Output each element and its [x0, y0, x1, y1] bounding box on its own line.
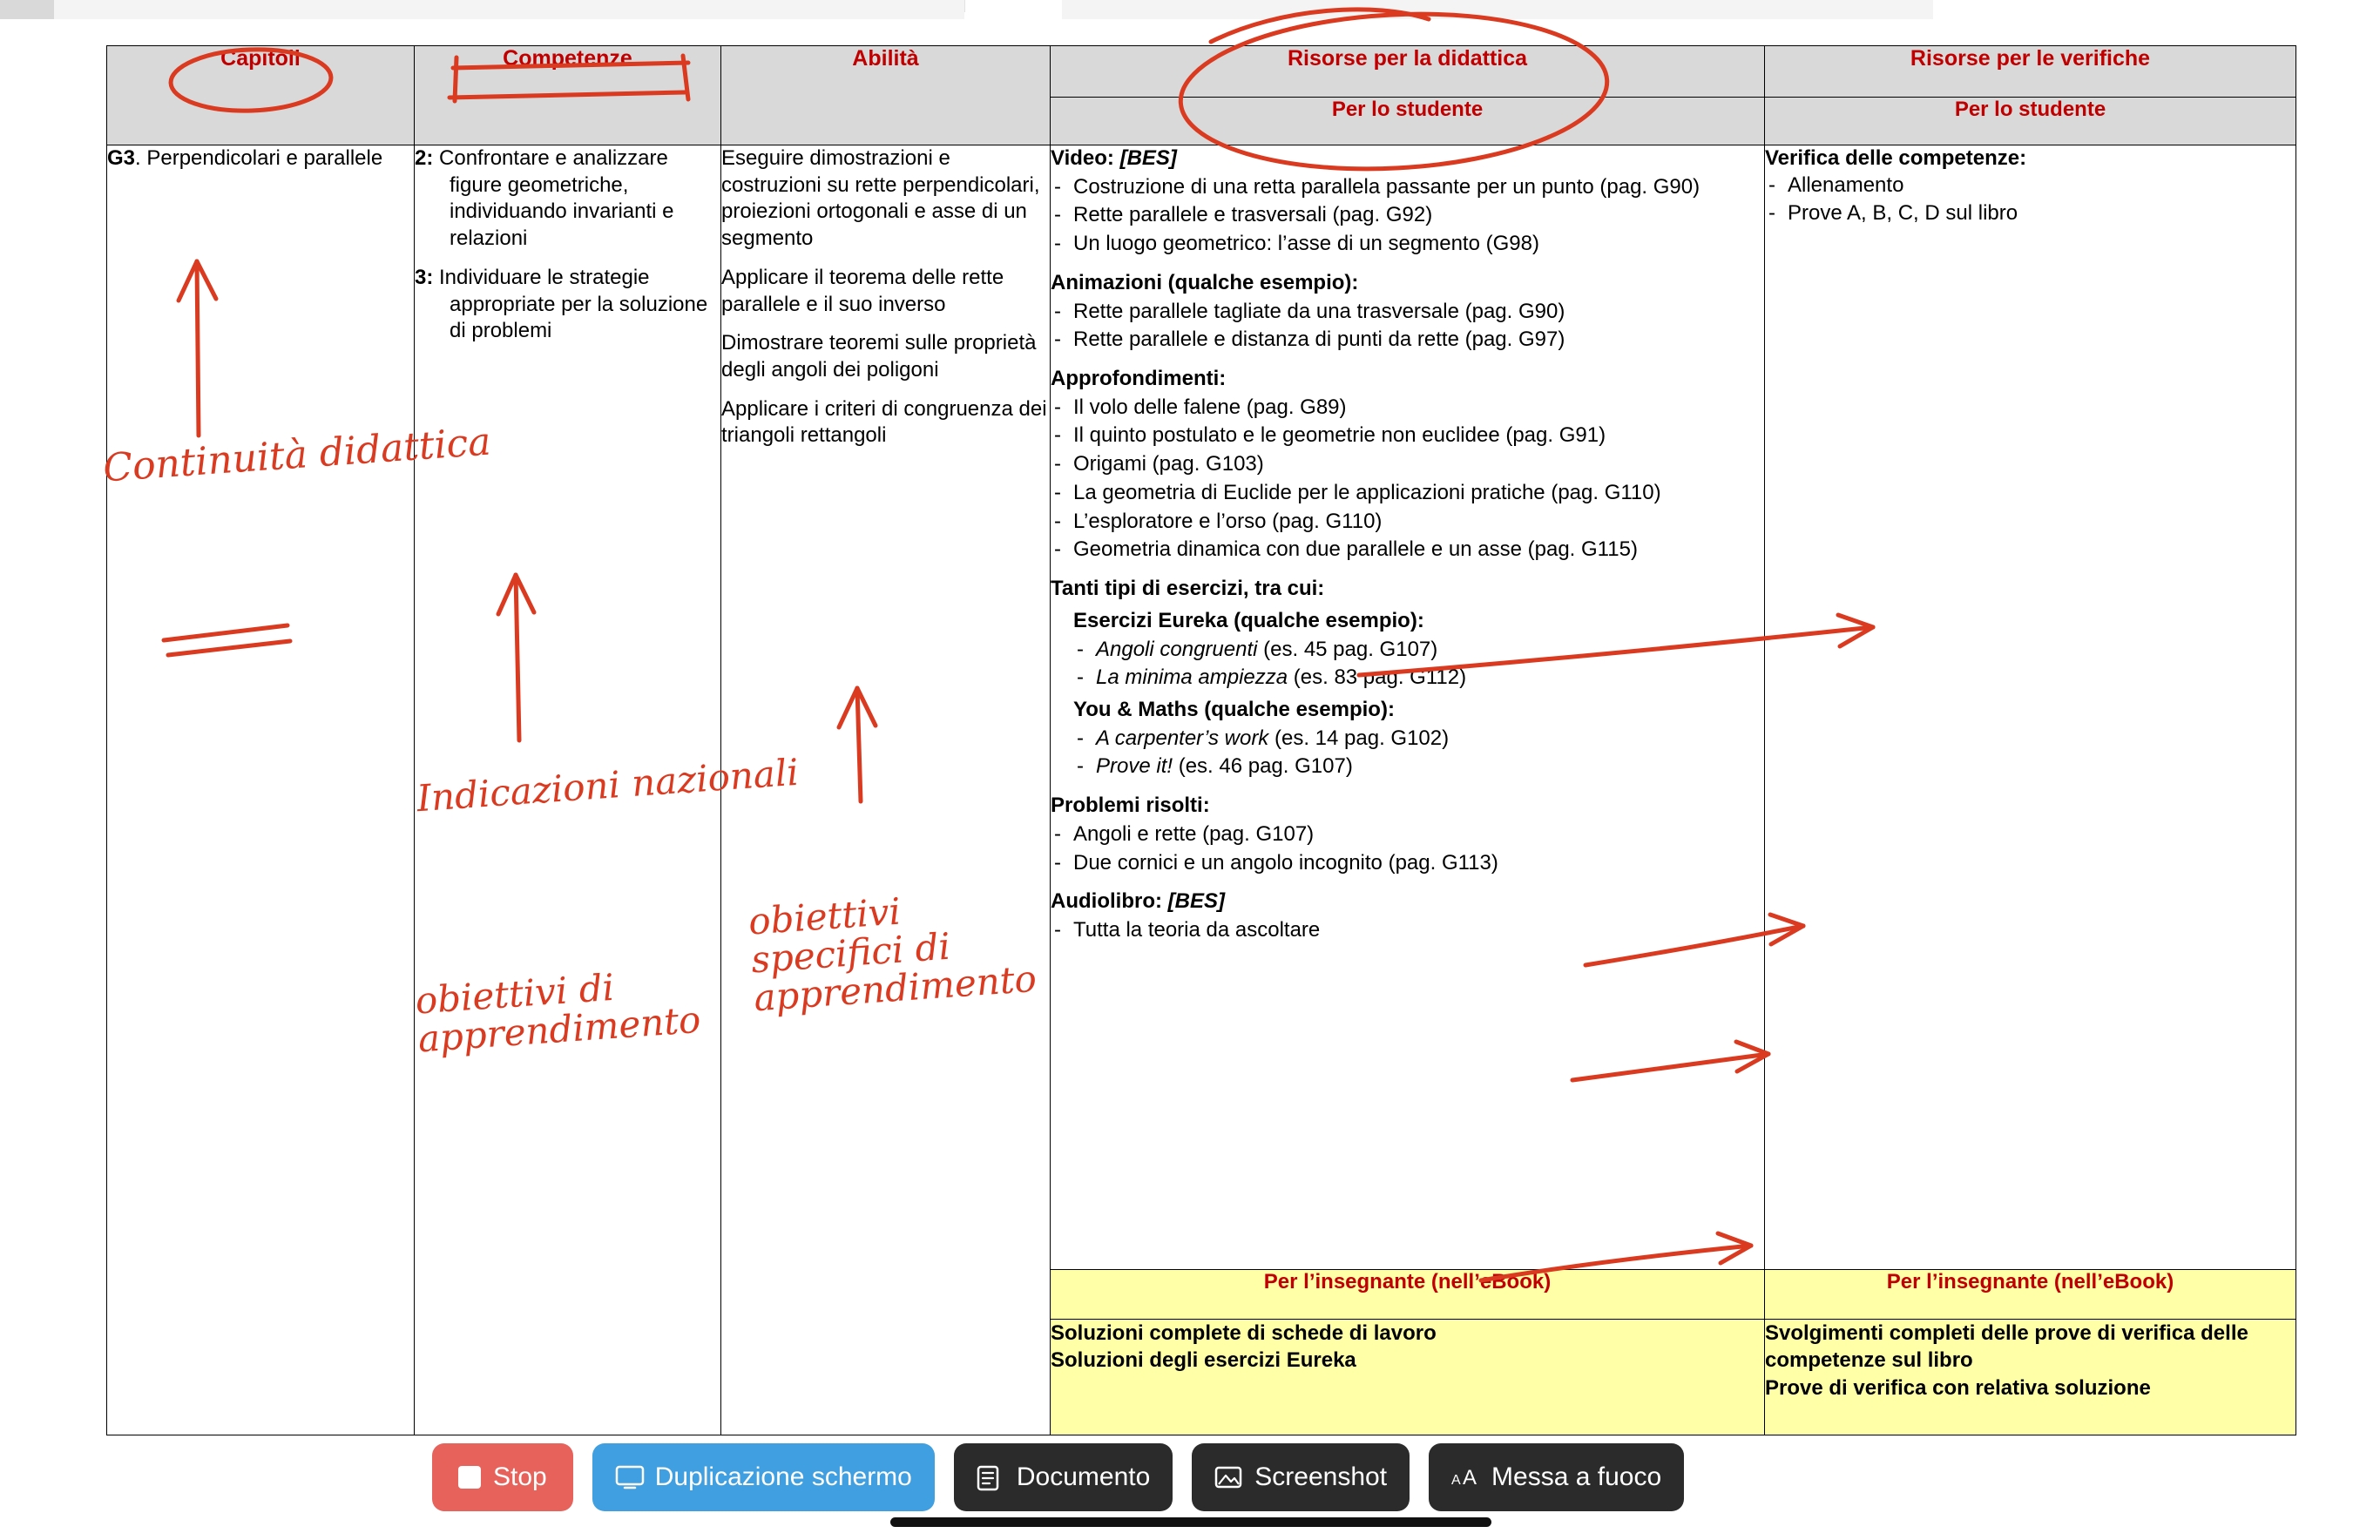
list-item: - Angoli e rette (pag. G107) — [1051, 821, 1764, 848]
resource-group-esercizi — [1051, 576, 1764, 780]
annotation-continuita: Continuità didattica — [101, 419, 493, 491]
document-label: Documento — [1016, 1462, 1151, 1491]
stop-label: Stop — [493, 1462, 547, 1491]
list-item: - Prove it! (es. 46 pag. G107) — [1073, 753, 1764, 780]
subgroup-title: Esercizi Eureka (qualche esempio): — [1073, 608, 1424, 632]
group-tag: [BES] — [1119, 146, 1177, 170]
group-title: Tanti tipi di esercizi, tra cui: — [1051, 577, 1325, 601]
header-risorse-verifiche: Risorse per le verifiche — [1765, 46, 2296, 98]
top-status-strip — [0, 0, 2380, 19]
group-title: Verifica delle competenze: — [1765, 146, 2027, 170]
group-title: Animazioni (qualche esempio): — [1051, 270, 1359, 294]
list-item: Svolgimenti completi delle prove di verifica delle competenze sul libro — [1765, 1321, 2248, 1373]
list-item: - Il quinto postulato e le geometrie non euclidee (pag. G91) — [1051, 422, 1764, 449]
svg-text:A: A — [1463, 1466, 1477, 1489]
subheader-teacher-left: Per l’insegnante (nell’eBook) — [1051, 1270, 1765, 1320]
list-item: - A carpenter’s work (es. 14 pag. G102) — [1073, 726, 1764, 753]
document-icon — [977, 1465, 1004, 1489]
header-risorse-didattica: Risorse per la didattica — [1051, 46, 1765, 98]
focus-button[interactable] — [1429, 1443, 1684, 1511]
group-title: Audiolibro: — [1051, 889, 1162, 914]
competenza-item — [415, 265, 720, 345]
competenza-text: Confrontare e analizzare figure geometriche, individuando invarianti e relazioni — [439, 146, 674, 251]
screenshot-label: Screenshot — [1254, 1462, 1388, 1491]
curriculum-table — [106, 45, 2296, 1435]
home-indicator[interactable] — [890, 1517, 1491, 1527]
subgroup-title: You & Maths (qualche esempio): — [1073, 697, 1395, 721]
list-item: Soluzioni degli esercizi Eureka — [1051, 1348, 1356, 1373]
abilita-item: Applicare il teorema delle rette parallele e il suo inverso — [721, 265, 1004, 316]
list-item: - Rette parallele tagliate da una trasversale (pag. G90) — [1051, 299, 1764, 326]
screen-mirroring-label: Duplicazione schermo — [654, 1462, 912, 1491]
subheader-student-right: Per lo studente — [1765, 98, 2296, 145]
list-item: - Tutta la teoria da ascoltare — [1051, 917, 1764, 944]
abilita-item: Applicare i criteri di congruenza dei triangoli rettangoli — [721, 396, 1047, 448]
list-item: - Un luogo geometrico: l’asse di un segmento (G98) — [1051, 231, 1764, 258]
cell-verifiche-insegnante — [1765, 1320, 2296, 1435]
list-item: Prove di verifica con relativa soluzione — [1765, 1375, 2151, 1400]
competenza-number: 3: — [415, 265, 434, 289]
stop-button[interactable] — [432, 1443, 573, 1511]
group-title: Problemi risolti: — [1051, 794, 1210, 818]
header-capitoli: Capitoli — [107, 46, 415, 145]
table-header-row — [107, 46, 2296, 98]
cell-verifiche-studente — [1765, 145, 2296, 1270]
list-item: - Rette parallele e trasversali (pag. G92) — [1051, 202, 1764, 229]
chapter-title: . Perpendicolari e parallele — [135, 146, 383, 170]
resource-group-audiolibro — [1051, 888, 1764, 943]
focus-label: Messa a fuoco — [1491, 1462, 1662, 1491]
annotation-obiettivi-specifici: obiettivi specifici di apprendimento — [747, 889, 1038, 1020]
screen-icon — [615, 1465, 643, 1489]
list-item: - Rette parallele e distanza di punti da rette (pag. G97) — [1051, 327, 1764, 354]
subheader-student-left: Per lo studente — [1051, 98, 1765, 145]
abilita-item: Dimostrare teoremi sulle proprietà degli angoli dei poligoni — [721, 331, 1037, 382]
top-left-panel — [0, 0, 54, 19]
list-item: - La geometria di Euclide per le applicazioni pratiche (pag. G110) — [1051, 480, 1764, 507]
group-title: Approfondimenti: — [1051, 367, 1227, 391]
list-item: - Il volo delle falene (pag. G89) — [1051, 395, 1764, 422]
abilita-item: Eseguire dimostrazioni e costruzioni su rette perpendicolari, proiezioni ortogonali e asse di un segmento — [721, 146, 1040, 251]
screenshot-icon — [1214, 1465, 1242, 1489]
list-item: - Allenamento — [1765, 172, 2295, 199]
screenshot-button[interactable] — [1192, 1443, 1410, 1511]
list-item: - Origami (pag. G103) — [1051, 451, 1764, 478]
list-item: - Geometria dinamica con due parallele e un asse (pag. G115) — [1051, 537, 1764, 564]
chapter-code: G3 — [107, 146, 136, 170]
list-item: - La minima ampiezza (es. 83 pag. G112) — [1073, 665, 1764, 692]
resource-group-problemi — [1051, 793, 1764, 876]
header-abilita: Abilità — [721, 46, 1051, 145]
top-toolbar-strip — [54, 0, 964, 19]
list-item: - L’esploratore e l’orso (pag. G110) — [1051, 509, 1764, 536]
group-title: Video: — [1051, 146, 1114, 170]
list-item: - Prove A, B, C, D sul libro — [1765, 200, 2295, 227]
screen-mirroring-button[interactable] — [592, 1443, 935, 1511]
list-item: Soluzioni complete di schede di lavoro — [1051, 1321, 1437, 1346]
annotation-obiettivi: obiettivi di apprendimento — [414, 965, 702, 1061]
top-notch — [964, 0, 1064, 12]
subheader-teacher-right: Per l’insegnante (nell’eBook) — [1765, 1270, 2296, 1320]
stop-square-icon — [458, 1466, 481, 1489]
cell-didattica-studente — [1051, 145, 1765, 1270]
svg-text:A: A — [1451, 1473, 1461, 1488]
competenza-number: 2: — [415, 146, 434, 170]
top-toolbar-strip-right — [1062, 0, 1933, 19]
header-competenze: Competenze — [415, 46, 721, 145]
cell-didattica-insegnante — [1051, 1320, 1765, 1435]
list-item: - Angoli congruenti (es. 45 pag. G107) — [1073, 637, 1764, 664]
list-item: - Costruzione di una retta parallela passante per un punto (pag. G90) — [1051, 174, 1764, 201]
resource-group-approfondimenti — [1051, 366, 1764, 564]
resource-group-video — [1051, 145, 1764, 258]
text-size-icon — [1451, 1465, 1479, 1489]
annotation-indicazioni: Indicazioni nazionali — [415, 750, 801, 821]
cell-capitoli — [107, 145, 415, 1435]
competenza-text: Individuare le strategie appropriate per la soluzione di problemi — [439, 265, 708, 343]
document-button[interactable] — [954, 1443, 1173, 1511]
list-item: - Due cornici e un angolo incognito (pag. G113) — [1051, 850, 1764, 877]
competenza-item — [415, 145, 720, 253]
resource-group-animazioni — [1051, 270, 1764, 354]
bottom-toolbar — [432, 1443, 1684, 1511]
table-row — [107, 145, 2296, 1270]
group-tag: [BES] — [1167, 889, 1225, 914]
